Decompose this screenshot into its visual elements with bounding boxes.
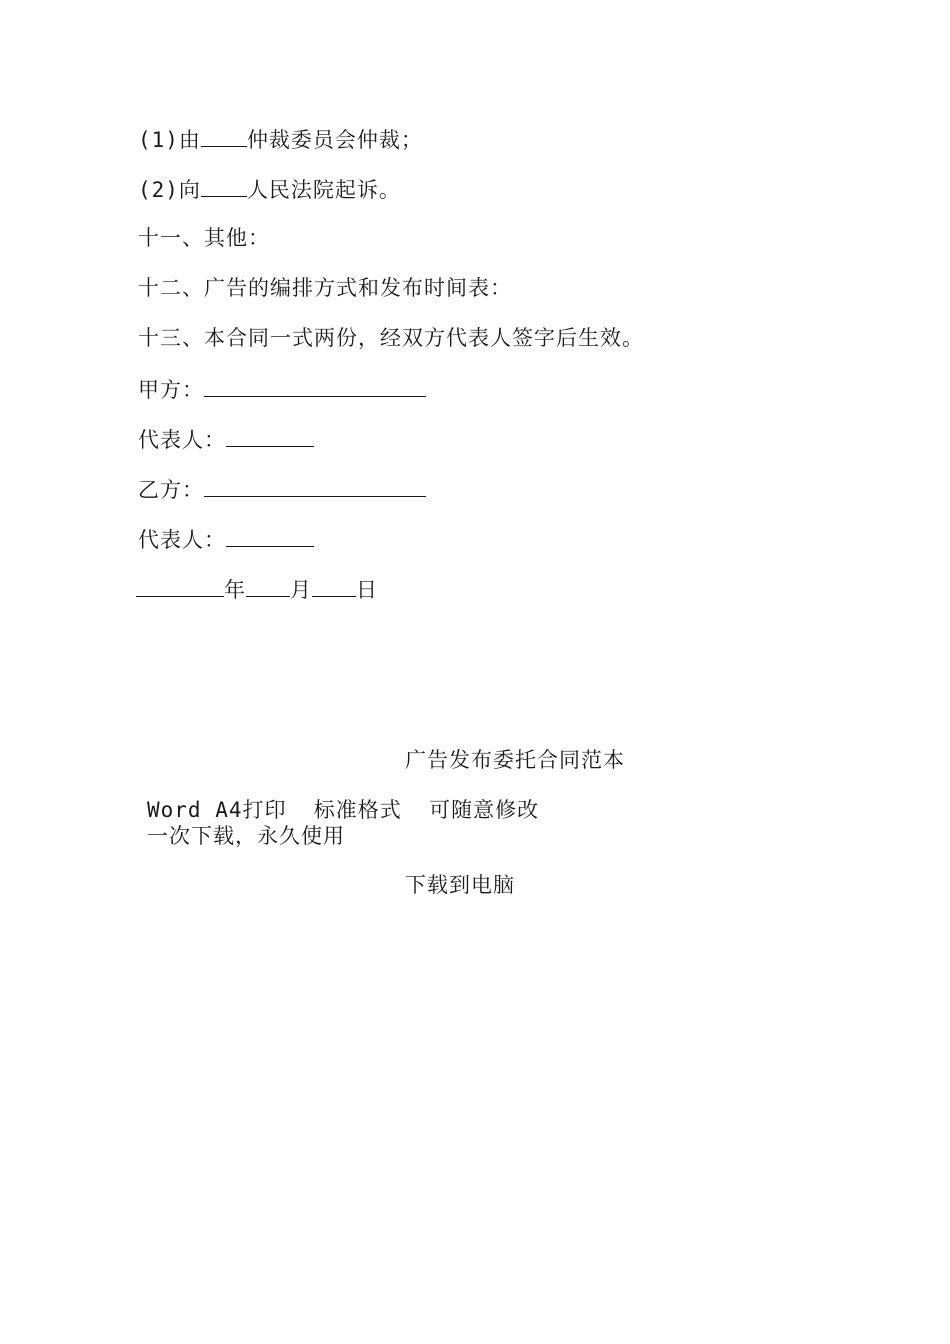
promo-features: Word A4打印 标准格式 可随意修改	[147, 798, 540, 822]
day-blank	[312, 574, 356, 597]
month-blank	[246, 574, 290, 597]
date-line	[136, 574, 378, 604]
party-b-label: 乙方：	[138, 478, 204, 502]
promo-tagline: 一次下载，永久使用	[147, 824, 345, 848]
clause-thirteen: 十三、本合同一式两份，经双方代表人签字后生效。	[138, 326, 644, 350]
clause-lawsuit	[138, 174, 401, 204]
rep-b-line	[138, 524, 314, 554]
clause-lawsuit-prefix: (2)向	[138, 178, 201, 202]
download-button[interactable]: 下载到电脑	[405, 873, 515, 897]
clause-arbitration-prefix: (1)由	[138, 128, 201, 152]
clause-arbitration-suffix: 仲裁委员会仲裁；	[246, 128, 423, 152]
day-label: 日	[356, 578, 378, 602]
party-a-line	[138, 374, 426, 404]
clause-twelve: 十二、广告的编排方式和发布时间表：	[138, 276, 512, 300]
arbitration-blank	[201, 124, 247, 147]
rep-b-blank	[226, 524, 314, 547]
rep-a-line	[138, 424, 314, 454]
clause-lawsuit-suffix: 人民法院起诉。	[246, 178, 401, 202]
party-b-blank	[204, 474, 426, 497]
rep-b-label: 代表人：	[138, 528, 226, 552]
rep-a-blank	[226, 424, 314, 447]
month-label: 月	[290, 578, 312, 602]
clause-eleven: 十一、其他：	[138, 226, 270, 250]
court-blank	[201, 174, 247, 197]
rep-a-label: 代表人：	[138, 428, 226, 452]
party-a-label: 甲方：	[138, 378, 204, 402]
year-blank	[136, 574, 224, 597]
year-label: 年	[224, 578, 246, 602]
clause-arbitration	[138, 124, 423, 154]
party-b-line	[138, 474, 426, 504]
party-a-blank	[204, 374, 426, 397]
promo-title[interactable]: 广告发布委托合同范本	[405, 748, 625, 772]
